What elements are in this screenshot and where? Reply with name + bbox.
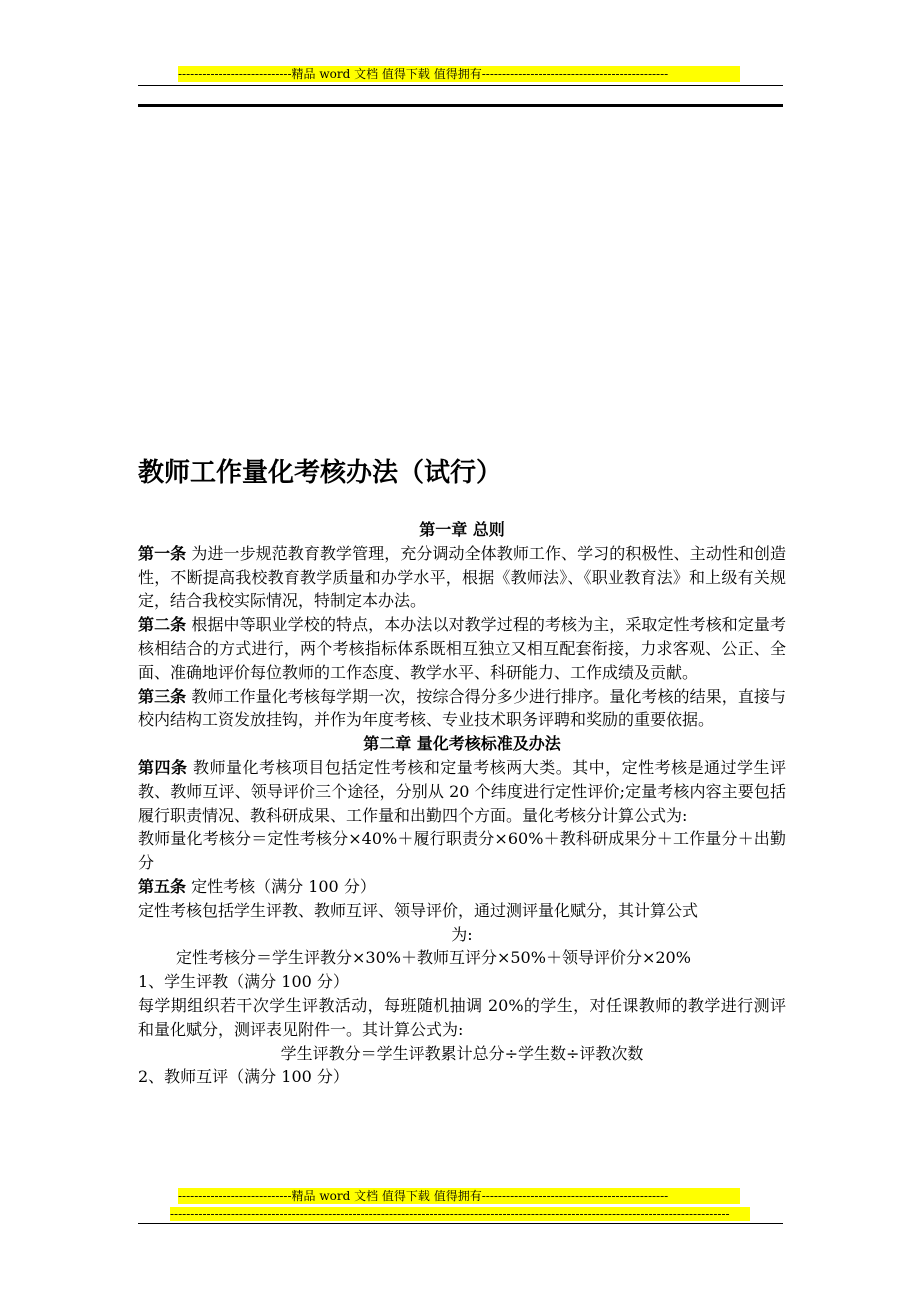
footer-banner: ----------------------------精品 word 文档 值得下载 值得拥有---------------------------------------------- <box>178 1188 740 1204</box>
header-divider-thick <box>138 104 783 107</box>
article-text: 为进一步规范教育教学管理，充分调动全体教师工作、学习的积极性、主动性和创造性，不断提高我校教育教学质量和办学水平，根据《教师法》、《职业教育法》和上级有关规定，结合我校实际情况，特制定本办法。 <box>138 543 786 611</box>
article-1 <box>138 542 786 613</box>
article-text: 教师量化考核项目包括定性考核和定量考核两大类。其中，定性考核是通过学生评教、教师互评、领导评价三个途径，分别从 20 个纬度进行定性评价;定量考核内容主要包括履行职责情况、教科研成果、工作量和出勤四个方面。量化考核分计算公式为: <box>138 757 786 825</box>
chapter-heading: 第二章 量化考核标准及办法 <box>363 734 561 754</box>
article-label: 第二条 <box>138 615 187 635</box>
item-student-evaluation: 1、学生评教（满分 100 分） <box>138 972 349 992</box>
article-label: 第三条 <box>138 686 187 706</box>
document-body <box>138 518 786 1089</box>
item-student-evaluation-text: 每学期组织若干次学生评教活动，每班随机抽调 20%的学生，对任课教师的教学进行测评和量化赋分，测评表见附件一。其计算公式为: <box>138 995 786 1039</box>
article-2 <box>138 613 786 684</box>
article-text: 根据中等职业学校的特点，本办法以对教学过程的考核为主，采取定性考核和定量考核相结合的方式进行，两个考核指标体系既相互独立又相互配套衔接，力求客观、公正、全面、准确地评价每位教师的工作态度、教学水平、科研能力、工作成绩及贡献。 <box>138 615 786 682</box>
item-peer-evaluation: 2、教师互评（满分 100 分） <box>138 1067 349 1087</box>
header-banner: ----------------------------精品 word 文档 值得下载 值得拥有---------------------------------------------- <box>178 66 740 82</box>
article-4 <box>138 756 786 827</box>
chapter-heading: 第一章 总则 <box>419 520 505 539</box>
article-label: 第五条 <box>138 876 187 896</box>
qualitative-description-cont: 为: <box>451 924 473 944</box>
document-title: 教师工作量化考核办法（试行） <box>138 458 503 488</box>
article-label: 第四条 <box>138 757 188 777</box>
article-label: 第一条 <box>138 543 187 563</box>
article-3 <box>138 685 786 733</box>
footer-dash-line: ------------------------------------------------------------------------------------------------------------------------------------------ <box>170 1207 750 1221</box>
article-text: 教师工作量化考核每学期一次，按综合得分多少进行排序。量化考核的结果，直接与校内结构工资发放挂钩，并作为年度考核、专业技术职务评聘和奖励的重要依据。 <box>138 686 786 730</box>
footer-divider <box>138 1223 783 1224</box>
qualitative-description: 定性考核包括学生评教、教师互评、领导评价，通过测评量化赋分，其计算公式 <box>138 900 699 920</box>
article-5 <box>138 875 786 899</box>
formula-total: 教师量化考核分＝定性考核分×40%＋履行职责分×60%＋教科研成果分＋工作量分＋出勤分 <box>138 829 786 873</box>
formula-qualitative: 定性考核分＝学生评教分×30%＋教师互评分×50%＋领导评价分×20% <box>176 948 691 968</box>
formula-student-evaluation: 学生评教分＝学生评教累计总分÷学生数÷评教次数 <box>280 1043 644 1063</box>
header-divider-thin <box>138 85 783 86</box>
article-text: 定性考核（满分 100 分） <box>186 876 376 896</box>
